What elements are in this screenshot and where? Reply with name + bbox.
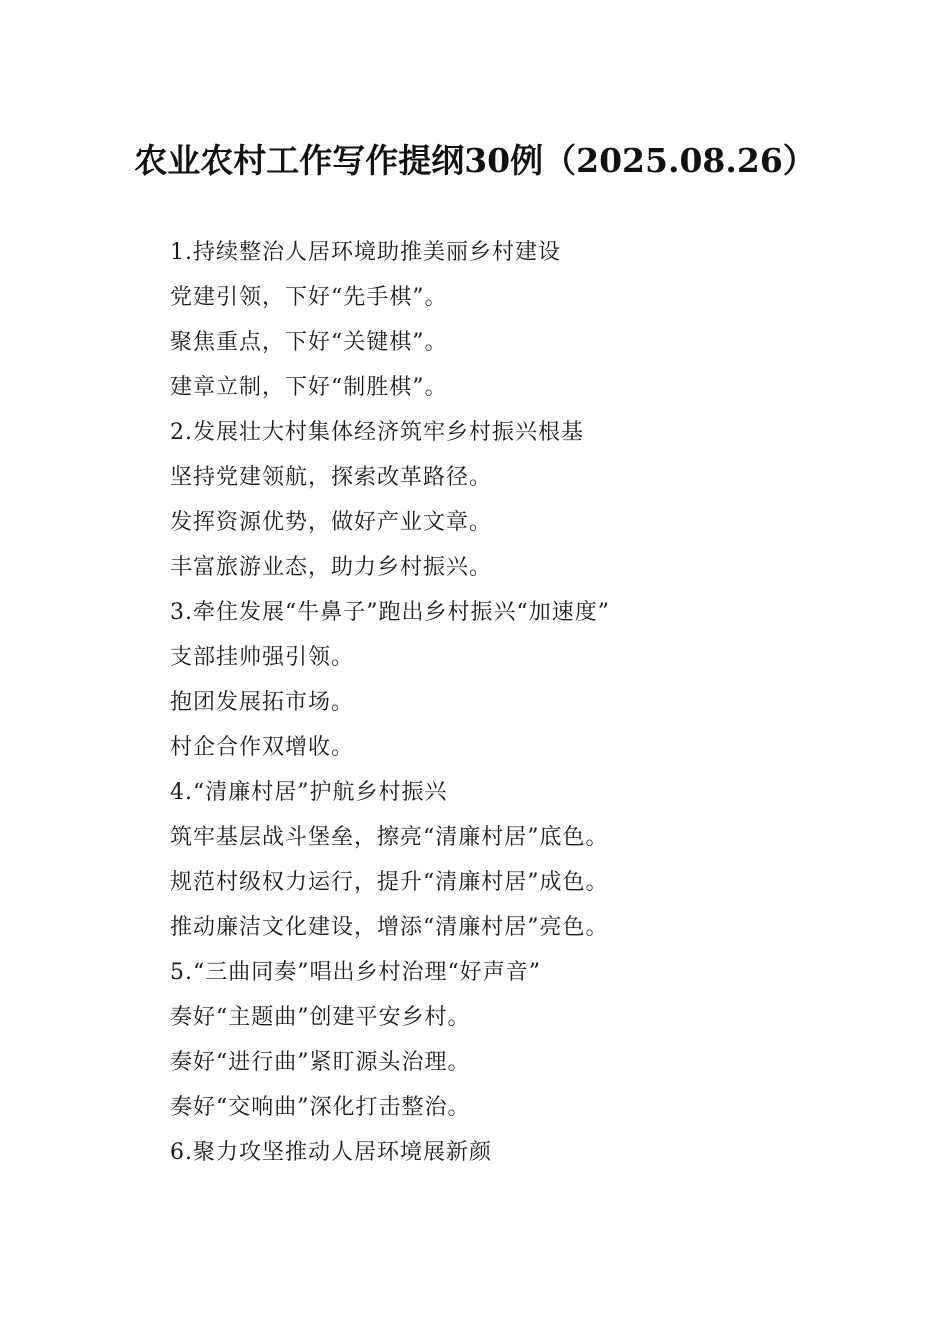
outline-point: 抱团发展拓市场。 (170, 690, 355, 715)
outline-point: 党建引领，下好“先手棋”。 (170, 285, 448, 310)
outline-point: 坚持党建领航，探索改革路径。 (170, 465, 493, 490)
outline-point: 建章立制，下好“制胜棋”。 (170, 375, 448, 400)
document-body (170, 230, 890, 1175)
outline-heading-2: 2.发展壮大村集体经济筑牢乡村振兴根基 (170, 420, 584, 445)
outline-point: 奏好“进行曲”紧盯源头治理。 (170, 1050, 471, 1075)
outline-point: 聚焦重点，下好“关键棋”。 (170, 330, 448, 355)
outline-point: 规范村级权力运行，提升“清廉村居”成色。 (170, 870, 609, 895)
outline-point: 推动廉洁文化建设，增添“清廉村居”亮色。 (170, 915, 609, 940)
outline-heading-6: 6.聚力攻坚推动人居环境展新颜 (170, 1140, 492, 1165)
outline-point: 支部挂帅强引领。 (170, 645, 355, 670)
outline-heading-5: 5.“三曲同奏”唱出乡村治理“好声音” (170, 960, 541, 985)
outline-heading-1: 1.持续整治人居环境助推美丽乡村建设 (170, 240, 561, 265)
outline-heading-3: 3.牵住发展“牛鼻子”跑出乡村振兴“加速度” (170, 600, 610, 625)
document-title: 农业农村工作写作提纲30例（2025.08.26） (134, 141, 816, 180)
outline-point: 丰富旅游业态，助力乡村振兴。 (170, 555, 493, 580)
outline-point: 村企合作双增收。 (170, 735, 355, 760)
outline-point: 奏好“交响曲”深化打击整治。 (170, 1095, 471, 1120)
outline-point: 发挥资源优势，做好产业文章。 (170, 510, 493, 535)
outline-point: 筑牢基层战斗堡垒，擦亮“清廉村居”底色。 (170, 825, 609, 850)
outline-point: 奏好“主题曲”创建平安乡村。 (170, 1005, 471, 1030)
outline-heading-4: 4.“清廉村居”护航乡村振兴 (170, 780, 448, 805)
